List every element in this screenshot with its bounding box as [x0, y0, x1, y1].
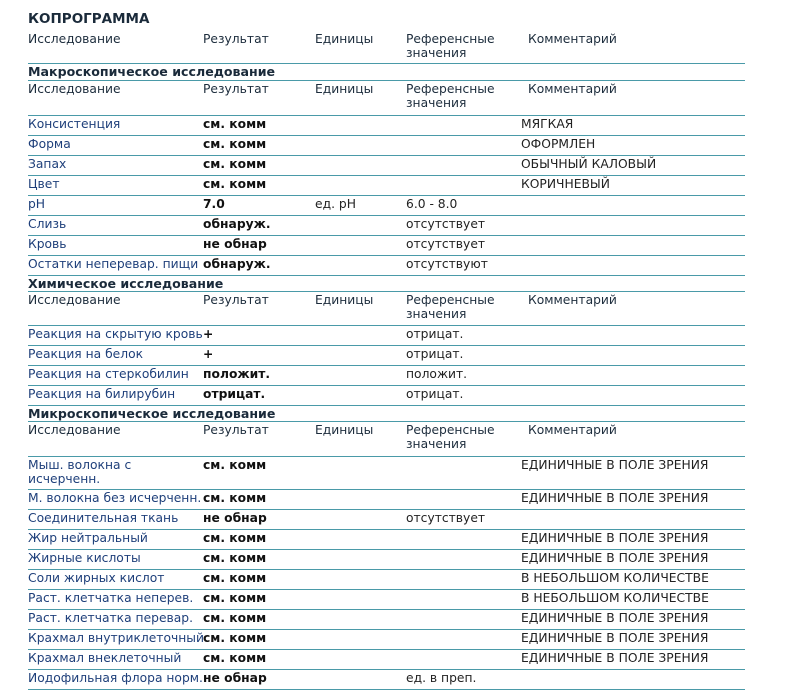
test-name: Реакция на билирубин — [28, 387, 176, 401]
table-row — [28, 345, 745, 366]
header-reference: Референсные значения — [406, 32, 495, 60]
test-result: обнаруж. — [203, 257, 271, 271]
test-result: см. комм — [203, 137, 267, 151]
table-row — [28, 135, 745, 156]
test-name: Соли жирных кислот — [28, 571, 165, 585]
test-comment: ЕДИНИЧНЫЕ В ПОЛЕ ЗРЕНИЯ — [521, 491, 709, 505]
test-name: Жир нейтральный — [28, 531, 148, 545]
table-row — [28, 215, 745, 236]
table-row — [28, 649, 745, 670]
table-row — [28, 456, 745, 490]
test-comment: МЯГКАЯ — [521, 117, 574, 131]
test-result: см. комм — [203, 531, 267, 545]
test-result: + — [203, 327, 214, 341]
section-row — [28, 275, 745, 292]
test-result: положит. — [203, 367, 271, 381]
test-comment: В НЕБОЛЬШОМ КОЛИЧЕСТВЕ — [521, 571, 709, 585]
header-units: Единицы — [315, 293, 374, 307]
test-name: Цвет — [28, 177, 60, 191]
test-result: см. комм — [203, 611, 267, 625]
test-reference: 6.0 - 8.0 — [406, 197, 458, 211]
test-comment: ОФОРМЛЕН — [521, 137, 596, 151]
test-name: pH — [28, 197, 46, 211]
test-result: см. комм — [203, 631, 267, 645]
test-reference: отрицат. — [406, 347, 464, 361]
test-comment: ЕДИНИЧНЫЕ В ПОЛЕ ЗРЕНИЯ — [521, 651, 709, 665]
header-investigation: Исследование — [28, 82, 121, 96]
table-row — [28, 255, 745, 276]
header-comment: Комментарий — [528, 423, 617, 437]
test-name: Жирные кислоты — [28, 551, 141, 565]
header-result: Результат — [203, 293, 269, 307]
section-title: Химическое исследование — [28, 276, 224, 291]
section-title: Макроскопическое исследование — [28, 64, 276, 79]
test-result: не обнар — [203, 237, 267, 251]
header-units: Единицы — [315, 32, 374, 46]
table-row — [28, 609, 745, 630]
test-name: Реакция на скрытую кровь — [28, 327, 203, 341]
header-units: Единицы — [315, 423, 374, 437]
table-row — [28, 569, 745, 590]
test-name: Запах — [28, 157, 67, 171]
test-name: Крахмал внутриклеточный — [28, 631, 204, 645]
header-units: Единицы — [315, 82, 374, 96]
test-name: Реакция на белок — [28, 347, 144, 361]
test-units: ед. pH — [315, 197, 356, 211]
test-result: отрицат. — [203, 387, 266, 401]
header-investigation: Исследование — [28, 423, 121, 437]
test-comment: ЕДИНИЧНЫЕ В ПОЛЕ ЗРЕНИЯ — [521, 458, 709, 472]
test-result: + — [203, 347, 214, 361]
header-comment: Комментарий — [528, 293, 617, 307]
test-comment: КОРИЧНЕВЫЙ — [521, 177, 610, 191]
test-result: не обнар — [203, 511, 267, 525]
test-result: 7.0 — [203, 197, 225, 211]
header-result: Результат — [203, 32, 269, 46]
test-name: Реакция на стеркобилин — [28, 367, 189, 381]
header-comment: Комментарий — [528, 32, 617, 46]
test-result: см. комм — [203, 651, 267, 665]
header-result: Результат — [203, 423, 269, 437]
table-row — [28, 529, 745, 550]
table-row — [28, 155, 745, 176]
test-name: Консистенция — [28, 117, 121, 131]
table-row — [28, 629, 745, 650]
test-reference: отрицат. — [406, 327, 464, 341]
test-name: Мыш. волокна с исчерченн. — [28, 458, 132, 486]
table-row — [28, 175, 745, 196]
table-row — [28, 235, 745, 256]
test-name: Крахмал внеклеточный — [28, 651, 182, 665]
table-row — [28, 195, 745, 216]
test-name: Иодофильная флора норм. — [28, 671, 203, 685]
table-row — [28, 489, 745, 510]
table-row — [28, 365, 745, 386]
test-result: см. комм — [203, 591, 267, 605]
test-comment: В НЕБОЛЬШОМ КОЛИЧЕСТВЕ — [521, 591, 709, 605]
column-header-row — [28, 421, 745, 457]
test-name: Остатки неперевар. пищи — [28, 257, 199, 271]
test-result: см. комм — [203, 157, 267, 171]
column-header-row — [28, 291, 745, 326]
test-reference: положит. — [406, 367, 468, 381]
test-comment: ОБЫЧНЫЙ КАЛОВЫЙ — [521, 157, 657, 171]
page-title: КОПРОГРАММА — [28, 11, 150, 27]
section-row — [28, 405, 745, 422]
header-reference: Референсные значения — [406, 423, 495, 451]
test-reference: ед. в преп. — [406, 671, 477, 685]
test-result: см. комм — [203, 571, 267, 585]
test-reference: отсутствуют — [406, 257, 488, 271]
test-result: см. комм — [203, 491, 267, 505]
test-result: обнаруж. — [203, 217, 271, 231]
section-row — [28, 63, 745, 81]
table-row — [28, 325, 745, 346]
test-name: Форма — [28, 137, 71, 151]
header-reference: Референсные значения — [406, 293, 495, 321]
test-comment: ЕДИНИЧНЫЕ В ПОЛЕ ЗРЕНИЯ — [521, 611, 709, 625]
test-reference: отсутствует — [406, 217, 486, 231]
test-name: Кровь — [28, 237, 67, 251]
test-name: Раст. клетчатка неперев. — [28, 591, 194, 605]
header-reference: Референсные значения — [406, 82, 495, 110]
test-result: см. комм — [203, 458, 267, 472]
test-result: см. комм — [203, 177, 267, 191]
test-comment: ЕДИНИЧНЫЕ В ПОЛЕ ЗРЕНИЯ — [521, 631, 709, 645]
header-comment: Комментарий — [528, 82, 617, 96]
header-result: Результат — [203, 82, 269, 96]
test-reference: отсутствует — [406, 511, 486, 525]
test-reference: отсутствует — [406, 237, 486, 251]
test-comment: ЕДИНИЧНЫЕ В ПОЛЕ ЗРЕНИЯ — [521, 531, 709, 545]
column-header-row — [28, 30, 745, 64]
section-title: Микроскопическое исследование — [28, 406, 276, 421]
test-result: не обнар — [203, 671, 267, 685]
table-row — [28, 549, 745, 570]
table-row — [28, 589, 745, 610]
table-row — [28, 509, 745, 530]
test-name: М. волокна без исчерченн. — [28, 491, 202, 505]
test-reference: отрицат. — [406, 387, 464, 401]
table-row — [28, 115, 745, 136]
header-investigation: Исследование — [28, 32, 121, 46]
test-comment: ЕДИНИЧНЫЕ В ПОЛЕ ЗРЕНИЯ — [521, 551, 709, 565]
table-row — [28, 385, 745, 406]
header-investigation: Исследование — [28, 293, 121, 307]
test-name: Соединительная ткань — [28, 511, 179, 525]
table-row — [28, 669, 745, 690]
test-result: см. комм — [203, 551, 267, 565]
test-name: Слизь — [28, 217, 67, 231]
test-name: Раст. клетчатка перевар. — [28, 611, 194, 625]
column-header-row — [28, 80, 745, 116]
test-result: см. комм — [203, 117, 267, 131]
